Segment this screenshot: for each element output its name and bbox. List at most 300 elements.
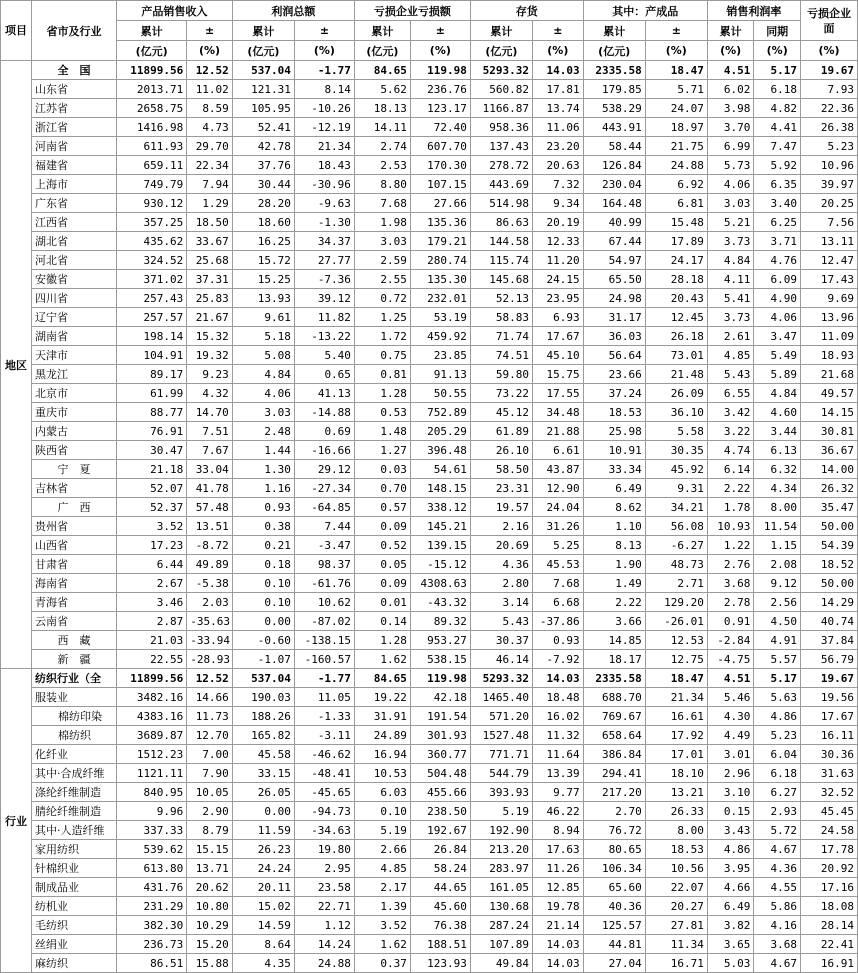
region-value-cell: 121.31 bbox=[232, 80, 294, 99]
industry-value-cell: 24.88 bbox=[294, 954, 354, 973]
sub-header-cum: 累计 bbox=[116, 21, 186, 41]
industry-name-cell: 针棉织业 bbox=[32, 859, 117, 878]
region-value-cell: 21.75 bbox=[645, 137, 707, 156]
region-name-cell: 重庆市 bbox=[32, 403, 117, 422]
region-value-cell: 148.15 bbox=[410, 479, 470, 498]
region-value-cell: 3.44 bbox=[754, 422, 801, 441]
region-value-cell: 7.47 bbox=[754, 137, 801, 156]
industry-value-cell: 44.81 bbox=[583, 935, 645, 954]
industry-value-cell: 1512.23 bbox=[116, 745, 186, 764]
industry-value-cell: 16.02 bbox=[532, 707, 583, 726]
industry-value-cell: 1465.40 bbox=[470, 688, 532, 707]
region-value-cell: 24.98 bbox=[583, 289, 645, 308]
region-value-cell: 1166.87 bbox=[470, 99, 532, 118]
region-value-cell: 28.18 bbox=[645, 270, 707, 289]
region-value-cell: 33.67 bbox=[187, 232, 233, 251]
region-row bbox=[1, 384, 858, 403]
industry-value-cell: 5.86 bbox=[754, 897, 801, 916]
region-value-cell: 45.53 bbox=[532, 555, 583, 574]
region-value-cell: 4.32 bbox=[187, 384, 233, 403]
industry-value-cell: 0.37 bbox=[354, 954, 410, 973]
region-value-cell: 18.52 bbox=[800, 555, 857, 574]
region-value-cell: -10.26 bbox=[294, 99, 354, 118]
region-value-cell: 19.32 bbox=[187, 346, 233, 365]
industry-value-cell: 26.84 bbox=[410, 840, 470, 859]
industry-value-cell: 28.14 bbox=[800, 916, 857, 935]
region-value-cell: 9.61 bbox=[232, 308, 294, 327]
region-value-cell: 0.18 bbox=[232, 555, 294, 574]
region-value-cell: 25.83 bbox=[187, 289, 233, 308]
region-value-cell: 15.32 bbox=[187, 327, 233, 346]
region-value-cell: 396.48 bbox=[410, 441, 470, 460]
sub-header-pm: ± bbox=[410, 21, 470, 41]
industry-value-cell: 22.71 bbox=[294, 897, 354, 916]
region-value-cell: 9.12 bbox=[754, 574, 801, 593]
region-value-cell: 0.09 bbox=[354, 517, 410, 536]
industry-value-cell: 2.93 bbox=[754, 802, 801, 821]
region-value-cell: 338.12 bbox=[410, 498, 470, 517]
region-value-cell: 3.68 bbox=[707, 574, 754, 593]
industry-row bbox=[1, 726, 858, 745]
region-value-cell: 3.98 bbox=[707, 99, 754, 118]
industry-value-cell: -46.62 bbox=[294, 745, 354, 764]
industry-row bbox=[1, 897, 858, 916]
industry-value-cell: 18.48 bbox=[532, 688, 583, 707]
region-value-cell: 20.69 bbox=[470, 536, 532, 555]
region-value-cell: 2.74 bbox=[354, 137, 410, 156]
region-value-cell: 20.63 bbox=[532, 156, 583, 175]
region-value-cell: 1.49 bbox=[583, 574, 645, 593]
region-value-cell: 4.73 bbox=[187, 118, 233, 137]
industry-value-cell: 46.22 bbox=[532, 802, 583, 821]
region-value-cell: -35.63 bbox=[187, 612, 233, 631]
region-value-cell: 18.93 bbox=[800, 346, 857, 365]
region-value-cell: 49.89 bbox=[187, 555, 233, 574]
industry-value-cell: 8.00 bbox=[645, 821, 707, 840]
region-value-cell: 12.75 bbox=[645, 650, 707, 669]
industry-row bbox=[1, 859, 858, 878]
region-value-cell: 56.08 bbox=[645, 517, 707, 536]
region-value-cell: 22.34 bbox=[187, 156, 233, 175]
region-value-cell: 41.78 bbox=[187, 479, 233, 498]
industry-value-cell: 26.23 bbox=[232, 840, 294, 859]
region-value-cell: -64.85 bbox=[294, 498, 354, 517]
region-value-cell: 5293.32 bbox=[470, 61, 532, 80]
industry-row bbox=[1, 707, 858, 726]
industry-value-cell: 17.63 bbox=[532, 840, 583, 859]
region-value-cell: 139.15 bbox=[410, 536, 470, 555]
region-row bbox=[1, 650, 858, 669]
industry-name-cell: 其中·合成纤维 bbox=[32, 764, 117, 783]
unit-yiyuan: (亿元) bbox=[232, 41, 294, 61]
region-value-cell: 1416.98 bbox=[116, 118, 186, 137]
industry-value-cell: 119.98 bbox=[410, 669, 470, 688]
industry-value-cell: 8.94 bbox=[532, 821, 583, 840]
region-value-cell: 1.48 bbox=[354, 422, 410, 441]
industry-value-cell: 45.58 bbox=[232, 745, 294, 764]
industry-value-cell: 84.65 bbox=[354, 669, 410, 688]
unit-pct: (%) bbox=[707, 41, 754, 61]
region-value-cell: 5.62 bbox=[354, 80, 410, 99]
region-value-cell: 198.14 bbox=[116, 327, 186, 346]
region-value-cell: 7.94 bbox=[187, 175, 233, 194]
region-name-cell: 江西省 bbox=[32, 213, 117, 232]
loss-amount-header: 亏损企业亏损额 bbox=[354, 1, 470, 21]
region-value-cell: -4.75 bbox=[707, 650, 754, 669]
region-value-cell: 10.62 bbox=[294, 593, 354, 612]
industry-name-cell: 纺机业 bbox=[32, 897, 117, 916]
region-value-cell: 7.68 bbox=[532, 574, 583, 593]
region-value-cell: 18.47 bbox=[645, 61, 707, 80]
region-value-cell: -138.15 bbox=[294, 631, 354, 650]
industry-value-cell: 10.56 bbox=[645, 859, 707, 878]
region-value-cell: 9.31 bbox=[645, 479, 707, 498]
region-value-cell: 24.88 bbox=[645, 156, 707, 175]
region-value-cell: 357.25 bbox=[116, 213, 186, 232]
region-value-cell: 49.57 bbox=[800, 384, 857, 403]
industry-value-cell: 4.85 bbox=[354, 859, 410, 878]
industry-value-cell: 213.20 bbox=[470, 840, 532, 859]
region-value-cell: -14.88 bbox=[294, 403, 354, 422]
region-value-cell: 22.36 bbox=[800, 99, 857, 118]
industry-value-cell: 840.95 bbox=[116, 783, 186, 802]
unit-pct: (%) bbox=[187, 41, 233, 61]
industry-value-cell: 32.52 bbox=[800, 783, 857, 802]
region-value-cell: 19.57 bbox=[470, 498, 532, 517]
industry-value-cell: 13.21 bbox=[645, 783, 707, 802]
region-value-cell: 2.22 bbox=[707, 479, 754, 498]
region-name-cell: 山东省 bbox=[32, 80, 117, 99]
region-value-cell: 15.48 bbox=[645, 213, 707, 232]
region-value-cell: 3.73 bbox=[707, 232, 754, 251]
industry-value-cell: 5.63 bbox=[754, 688, 801, 707]
region-value-cell: -1.30 bbox=[294, 213, 354, 232]
region-value-cell: 3.03 bbox=[707, 194, 754, 213]
region-value-cell: 39.97 bbox=[800, 175, 857, 194]
industry-value-cell: 11.59 bbox=[232, 821, 294, 840]
industry-value-cell: 10.29 bbox=[187, 916, 233, 935]
region-value-cell: -1.77 bbox=[294, 61, 354, 80]
industry-value-cell: 26.05 bbox=[232, 783, 294, 802]
industry-value-cell: 4.30 bbox=[707, 707, 754, 726]
region-name-cell: 内蒙古 bbox=[32, 422, 117, 441]
region-value-cell: 37.31 bbox=[187, 270, 233, 289]
region-row bbox=[1, 270, 858, 289]
region-value-cell: 1.25 bbox=[354, 308, 410, 327]
region-value-cell: 26.18 bbox=[645, 327, 707, 346]
region-value-cell: 12.33 bbox=[532, 232, 583, 251]
region-value-cell: 48.73 bbox=[645, 555, 707, 574]
sub-header-cum: 累计 bbox=[232, 21, 294, 41]
industry-value-cell: 14.03 bbox=[532, 935, 583, 954]
region-value-cell: 6.81 bbox=[645, 194, 707, 213]
industry-value-cell: 58.24 bbox=[410, 859, 470, 878]
region-value-cell: 5.25 bbox=[532, 536, 583, 555]
region-value-cell: 25.68 bbox=[187, 251, 233, 270]
industry-value-cell: 2.17 bbox=[354, 878, 410, 897]
region-value-cell: 12.53 bbox=[645, 631, 707, 650]
region-value-cell: 6.02 bbox=[707, 80, 754, 99]
industry-value-cell: 11.64 bbox=[532, 745, 583, 764]
industry-name-cell: 毛纺织 bbox=[32, 916, 117, 935]
region-value-cell: 24.17 bbox=[645, 251, 707, 270]
industry-section-label: 行业 bbox=[1, 669, 32, 973]
region-value-cell: -7.92 bbox=[532, 650, 583, 669]
region-value-cell: 15.25 bbox=[232, 270, 294, 289]
region-value-cell: -1.07 bbox=[232, 650, 294, 669]
industry-name-cell: 服装业 bbox=[32, 688, 117, 707]
industry-value-cell: 11.73 bbox=[187, 707, 233, 726]
industry-value-cell: 431.76 bbox=[116, 878, 186, 897]
region-value-cell: 958.36 bbox=[470, 118, 532, 137]
industry-value-cell: 20.27 bbox=[645, 897, 707, 916]
region-value-cell: 611.93 bbox=[116, 137, 186, 156]
region-value-cell: 144.58 bbox=[470, 232, 532, 251]
region-value-cell: 105.95 bbox=[232, 99, 294, 118]
region-value-cell: 443.91 bbox=[583, 118, 645, 137]
region-value-cell: -0.60 bbox=[232, 631, 294, 650]
sub-header-cum: 累计 bbox=[470, 21, 532, 41]
region-value-cell: 6.92 bbox=[645, 175, 707, 194]
region-value-cell: 3.03 bbox=[354, 232, 410, 251]
industry-value-cell: 4.67 bbox=[754, 840, 801, 859]
industry-value-cell: 11899.56 bbox=[116, 669, 186, 688]
region-value-cell: 170.30 bbox=[410, 156, 470, 175]
sub-header-cum: 累计 bbox=[583, 21, 645, 41]
region-row bbox=[1, 631, 858, 650]
region-value-cell: 40.99 bbox=[583, 213, 645, 232]
region-value-cell: 1.10 bbox=[583, 517, 645, 536]
region-value-cell: 26.38 bbox=[800, 118, 857, 137]
region-value-cell: 3.73 bbox=[707, 308, 754, 327]
industry-value-cell: 337.33 bbox=[116, 821, 186, 840]
region-value-cell: 7.68 bbox=[354, 194, 410, 213]
region-value-cell: 50.55 bbox=[410, 384, 470, 403]
region-value-cell: 24.07 bbox=[645, 99, 707, 118]
region-value-cell: 2.80 bbox=[470, 574, 532, 593]
region-value-cell: 2.48 bbox=[232, 422, 294, 441]
region-row bbox=[1, 232, 858, 251]
industry-value-cell: 123.93 bbox=[410, 954, 470, 973]
region-value-cell: 2.71 bbox=[645, 574, 707, 593]
region-value-cell: 17.81 bbox=[532, 80, 583, 99]
region-value-cell: 29.70 bbox=[187, 137, 233, 156]
region-value-cell: -16.66 bbox=[294, 441, 354, 460]
industry-value-cell: 76.38 bbox=[410, 916, 470, 935]
region-value-cell: 39.12 bbox=[294, 289, 354, 308]
industry-value-cell: 15.20 bbox=[187, 935, 233, 954]
industry-value-cell: 3.52 bbox=[354, 916, 410, 935]
region-value-cell: 30.37 bbox=[470, 631, 532, 650]
region-row bbox=[1, 498, 858, 517]
region-value-cell: 73.22 bbox=[470, 384, 532, 403]
industry-value-cell: -34.63 bbox=[294, 821, 354, 840]
industry-value-cell: -3.11 bbox=[294, 726, 354, 745]
region-value-cell: 6.49 bbox=[583, 479, 645, 498]
industry-value-cell: 4.67 bbox=[754, 954, 801, 973]
region-value-cell: 5.58 bbox=[645, 422, 707, 441]
region-value-cell: 35.47 bbox=[800, 498, 857, 517]
region-header: 省市及行业 bbox=[32, 1, 117, 61]
region-value-cell: 6.32 bbox=[754, 460, 801, 479]
sub-header-pm: ± bbox=[187, 21, 233, 41]
region-value-cell: 13.93 bbox=[232, 289, 294, 308]
region-value-cell: 4.85 bbox=[707, 346, 754, 365]
industry-value-cell: 12.85 bbox=[532, 878, 583, 897]
region-value-cell: 26.10 bbox=[470, 441, 532, 460]
industry-value-cell: 12.70 bbox=[187, 726, 233, 745]
industry-value-cell: 7.00 bbox=[187, 745, 233, 764]
region-value-cell: 88.77 bbox=[116, 403, 186, 422]
industry-value-cell: 10.80 bbox=[187, 897, 233, 916]
region-value-cell: -3.47 bbox=[294, 536, 354, 555]
industry-value-cell: 287.24 bbox=[470, 916, 532, 935]
region-value-cell: 0.21 bbox=[232, 536, 294, 555]
region-value-cell: 123.17 bbox=[410, 99, 470, 118]
region-value-cell: 4.91 bbox=[754, 631, 801, 650]
region-value-cell: 6.18 bbox=[754, 80, 801, 99]
industry-value-cell: 24.24 bbox=[232, 859, 294, 878]
region-value-cell: 11.02 bbox=[187, 80, 233, 99]
industry-value-cell: 20.92 bbox=[800, 859, 857, 878]
region-name-cell: 广东省 bbox=[32, 194, 117, 213]
industry-row bbox=[1, 688, 858, 707]
region-value-cell: 7.51 bbox=[187, 422, 233, 441]
region-value-cell: 27.66 bbox=[410, 194, 470, 213]
industry-value-cell: 40.36 bbox=[583, 897, 645, 916]
region-value-cell: 13.74 bbox=[532, 99, 583, 118]
industry-value-cell: 45.45 bbox=[800, 802, 857, 821]
region-value-cell: 0.00 bbox=[232, 612, 294, 631]
industry-name-cell: 其中·人造纤维 bbox=[32, 821, 117, 840]
region-value-cell: 538.15 bbox=[410, 650, 470, 669]
industry-value-cell: 4.49 bbox=[707, 726, 754, 745]
industry-value-cell: 21.34 bbox=[645, 688, 707, 707]
region-value-cell: 145.21 bbox=[410, 517, 470, 536]
unit-pct: (%) bbox=[294, 41, 354, 61]
region-value-cell: 2.87 bbox=[116, 612, 186, 631]
region-value-cell: 17.67 bbox=[532, 327, 583, 346]
industry-value-cell: 386.84 bbox=[583, 745, 645, 764]
region-value-cell: 10.91 bbox=[583, 441, 645, 460]
industry-value-cell: 192.67 bbox=[410, 821, 470, 840]
region-name-cell: 黑龙江 bbox=[32, 365, 117, 384]
region-value-cell: 4.84 bbox=[754, 384, 801, 403]
industry-value-cell: 504.48 bbox=[410, 764, 470, 783]
region-value-cell: 4308.63 bbox=[410, 574, 470, 593]
region-value-cell: 1.27 bbox=[354, 441, 410, 460]
region-value-cell: 21.68 bbox=[800, 365, 857, 384]
region-value-cell: -15.12 bbox=[410, 555, 470, 574]
industry-value-cell: 13.71 bbox=[187, 859, 233, 878]
industry-value-cell: 3.82 bbox=[707, 916, 754, 935]
industry-value-cell: 236.73 bbox=[116, 935, 186, 954]
industry-value-cell: 4.86 bbox=[707, 840, 754, 859]
region-value-cell: 4.36 bbox=[470, 555, 532, 574]
region-value-cell: 23.66 bbox=[583, 365, 645, 384]
region-value-cell: 18.13 bbox=[354, 99, 410, 118]
region-value-cell: 72.40 bbox=[410, 118, 470, 137]
region-value-cell: 58.44 bbox=[583, 137, 645, 156]
region-value-cell: 33.34 bbox=[583, 460, 645, 479]
industry-value-cell: 11.26 bbox=[532, 859, 583, 878]
region-value-cell: 6.35 bbox=[754, 175, 801, 194]
industry-name-cell: 纺织行业（全 bbox=[32, 669, 117, 688]
region-value-cell: 21.34 bbox=[294, 137, 354, 156]
region-value-cell: 2.59 bbox=[354, 251, 410, 270]
industry-value-cell: -48.41 bbox=[294, 764, 354, 783]
industry-value-cell: 18.53 bbox=[645, 840, 707, 859]
finished-goods-header: 其中：产成品 bbox=[583, 1, 707, 21]
industry-name-cell: 麻纺织 bbox=[32, 954, 117, 973]
region-value-cell: 4.51 bbox=[707, 61, 754, 80]
region-value-cell: 14.70 bbox=[187, 403, 233, 422]
region-value-cell: 11.54 bbox=[754, 517, 801, 536]
region-value-cell: 257.57 bbox=[116, 308, 186, 327]
region-value-cell: 37.24 bbox=[583, 384, 645, 403]
region-value-cell: 1.29 bbox=[187, 194, 233, 213]
region-value-cell: 749.79 bbox=[116, 175, 186, 194]
unit-pct: (%) bbox=[645, 41, 707, 61]
region-value-cell: 179.21 bbox=[410, 232, 470, 251]
region-value-cell: -28.93 bbox=[187, 650, 233, 669]
industry-row bbox=[1, 669, 858, 688]
industry-value-cell: 2.66 bbox=[354, 840, 410, 859]
region-value-cell: 45.10 bbox=[532, 346, 583, 365]
region-value-cell: 2.03 bbox=[187, 593, 233, 612]
region-value-cell: 5.17 bbox=[754, 61, 801, 80]
region-value-cell: 42.78 bbox=[232, 137, 294, 156]
region-value-cell: 230.04 bbox=[583, 175, 645, 194]
region-value-cell: 14.00 bbox=[800, 460, 857, 479]
region-value-cell: 5.40 bbox=[294, 346, 354, 365]
region-value-cell: 164.48 bbox=[583, 194, 645, 213]
region-value-cell: 45.92 bbox=[645, 460, 707, 479]
region-name-cell: 山西省 bbox=[32, 536, 117, 555]
industry-value-cell: 80.65 bbox=[583, 840, 645, 859]
region-value-cell: 6.93 bbox=[532, 308, 583, 327]
region-value-cell: 459.92 bbox=[410, 327, 470, 346]
region-value-cell: 54.97 bbox=[583, 251, 645, 270]
region-value-cell: 43.87 bbox=[532, 460, 583, 479]
region-value-cell: 10.96 bbox=[800, 156, 857, 175]
region-value-cell: 12.90 bbox=[532, 479, 583, 498]
region-value-cell: 5.23 bbox=[800, 137, 857, 156]
industry-value-cell: 0.15 bbox=[707, 802, 754, 821]
region-value-cell: 52.07 bbox=[116, 479, 186, 498]
region-row bbox=[1, 175, 858, 194]
region-value-cell: 4.11 bbox=[707, 270, 754, 289]
industry-row bbox=[1, 916, 858, 935]
region-row bbox=[1, 156, 858, 175]
industry-name-cell: 丝绢业 bbox=[32, 935, 117, 954]
industry-value-cell: 161.05 bbox=[470, 878, 532, 897]
region-value-cell: -6.27 bbox=[645, 536, 707, 555]
region-value-cell: 107.15 bbox=[410, 175, 470, 194]
region-value-cell: 6.14 bbox=[707, 460, 754, 479]
industry-value-cell: 20.62 bbox=[187, 878, 233, 897]
region-value-cell: 2335.58 bbox=[583, 61, 645, 80]
region-value-cell: 278.72 bbox=[470, 156, 532, 175]
region-value-cell: 560.82 bbox=[470, 80, 532, 99]
region-value-cell: 514.98 bbox=[470, 194, 532, 213]
region-value-cell: 3.14 bbox=[470, 593, 532, 612]
region-value-cell: 34.48 bbox=[532, 403, 583, 422]
region-value-cell: 8.00 bbox=[754, 498, 801, 517]
region-value-cell: 6.09 bbox=[754, 270, 801, 289]
region-value-cell: 8.59 bbox=[187, 99, 233, 118]
region-value-cell: 5.89 bbox=[754, 365, 801, 384]
